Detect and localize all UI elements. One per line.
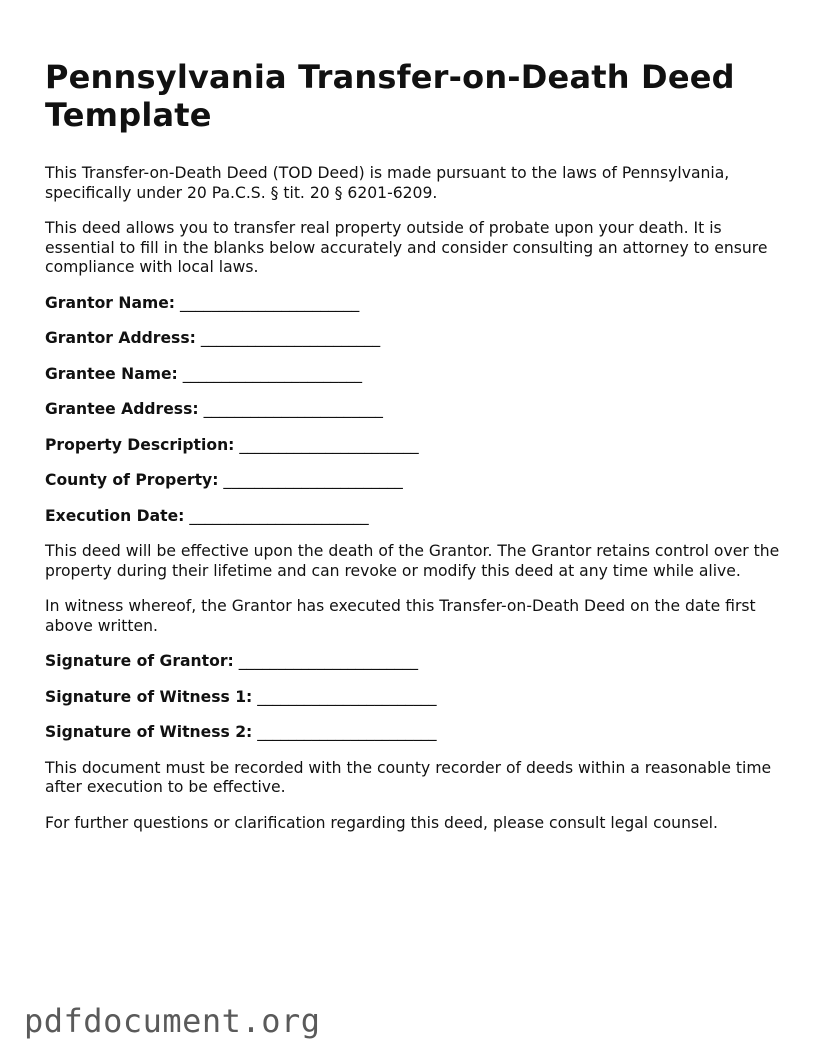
fill-in-blank: _______________________	[223, 471, 403, 489]
signature-witness-2	[45, 723, 785, 743]
fill-in-blank: _______________________	[203, 400, 383, 418]
field-label: Property Description:	[45, 435, 235, 454]
field-county-of-property	[45, 471, 785, 491]
field-label: Grantor Name:	[45, 293, 176, 312]
signature-blank: _______________________	[257, 723, 437, 741]
closing-paragraph: For further questions or clarification regarding this deed, please consult legal counsel.	[45, 813, 718, 832]
field-label: Grantee Address:	[45, 400, 199, 418]
field-label: County of Property:	[45, 471, 219, 489]
field-label: Grantor Address:	[45, 329, 196, 347]
document-title: Pennsylvania Transfer-on-Death Deed Template	[45, 58, 735, 134]
field-grantee-address	[45, 400, 785, 420]
intro-paragraph-legal-basis: This Transfer-on-Death Deed (TOD Deed) is made pursuant to the laws of Pennsylvania, specifically under 20 Pa.C.S. § tit. 20 § 6201-6209.	[45, 164, 730, 202]
field-grantee-name	[45, 365, 785, 385]
fill-in-blank: _______________________	[200, 329, 381, 347]
signature-witness-1	[45, 688, 785, 708]
fill-in-blank: _______________________	[180, 293, 360, 312]
field-label: Execution Date:	[45, 506, 185, 525]
field-grantor-address	[45, 329, 785, 349]
fill-in-blank: _______________________	[239, 435, 419, 454]
signature-blank: _______________________	[257, 687, 437, 706]
signature-grantor	[45, 652, 785, 672]
field-label: Grantee Name:	[45, 364, 178, 383]
site-watermark: pdfdocument.org	[24, 1002, 321, 1040]
intro-paragraph-instructions: This deed allows you to transfer real property outside of probate upon your death. It is essential to fill in the blanks below accurately and consider consulting an attorney to ensure compliance with local laws.	[45, 219, 768, 276]
signature-label: Signature of Witness 2:	[45, 723, 253, 741]
fill-in-blank: _______________________	[189, 506, 369, 525]
signature-label: Signature of Grantor:	[45, 652, 234, 670]
document-page	[45, 58, 785, 849]
field-property-description	[45, 436, 785, 456]
signature-label: Signature of Witness 1:	[45, 687, 253, 706]
field-grantor-name	[45, 294, 785, 314]
effect-paragraph: This deed will be effective upon the death of the Grantor. The Grantor retains control over the property during their lifetime and can revoke or modify this deed at any time while alive.	[45, 542, 780, 580]
recording-paragraph: This document must be recorded with the county recorder of deeds within a reasonable time after execution to be effective.	[45, 758, 772, 796]
field-execution-date	[45, 507, 785, 527]
signature-blank: _______________________	[238, 652, 419, 670]
fill-in-blank: _______________________	[182, 364, 363, 383]
witness-paragraph: In witness whereof, the Grantor has executed this Transfer-on-Death Deed on the date first above written.	[45, 597, 756, 635]
